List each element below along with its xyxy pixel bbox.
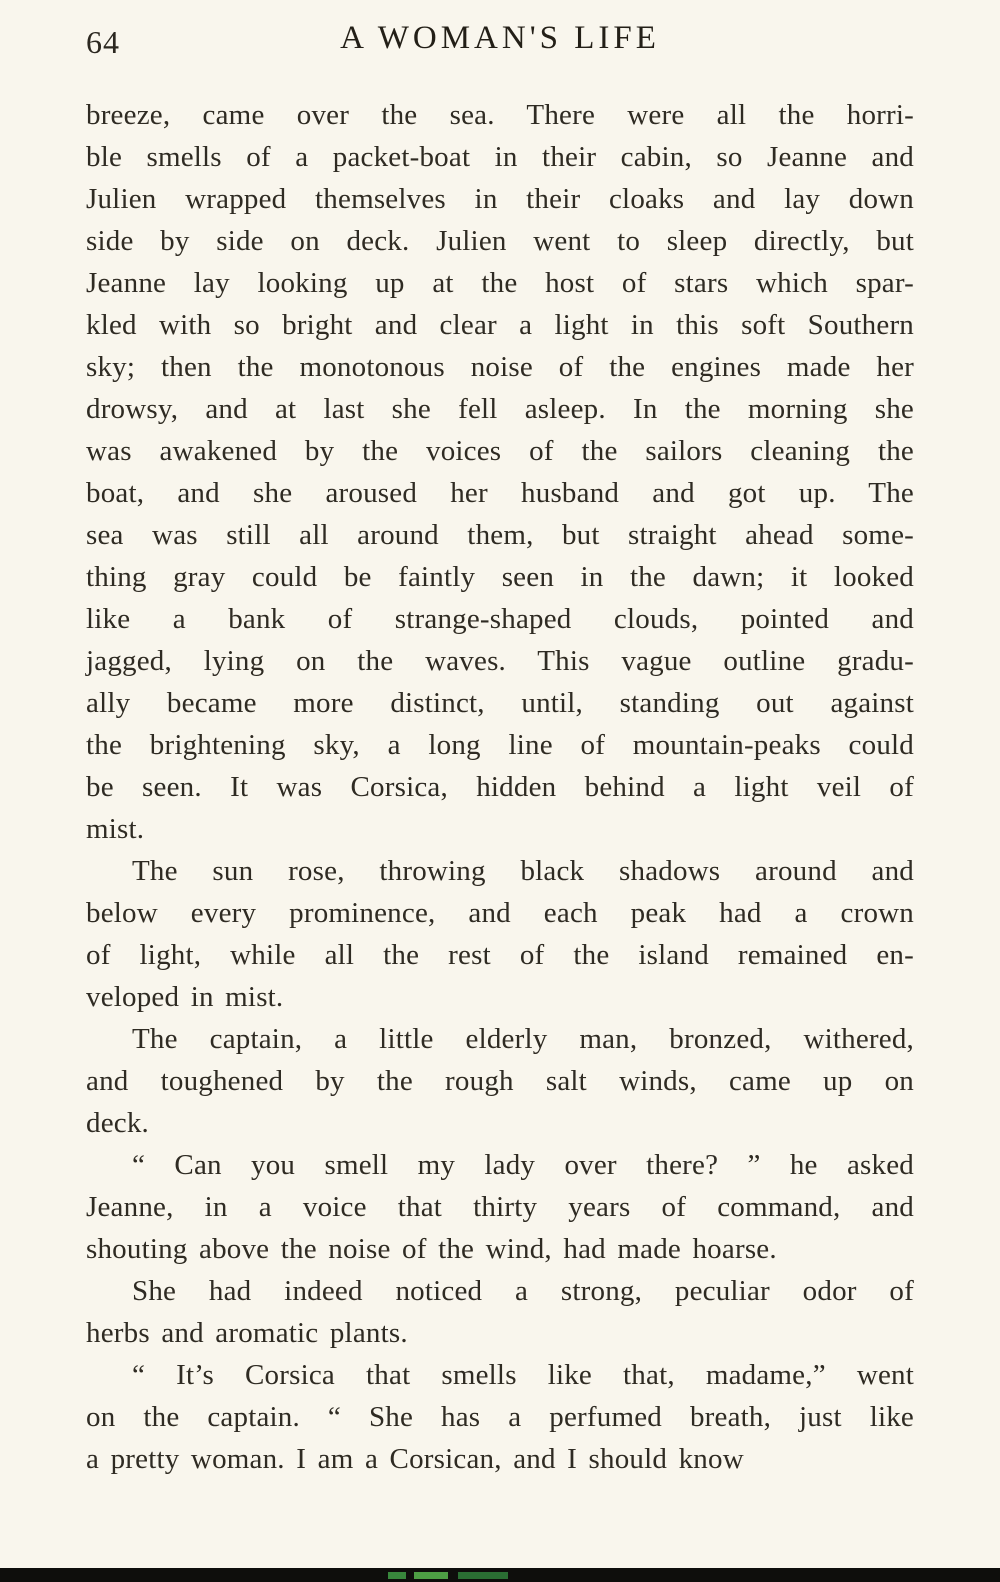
text-line: breeze, came over the sea. There were all the horri- <box>86 99 914 131</box>
paragraph <box>86 1018 914 1144</box>
text-line: jagged, lying on the waves. This vague outline gradu- <box>86 645 914 677</box>
text-line: ble smells of a packet-boat in their cabin, so Jeanne and <box>86 141 914 173</box>
text-line: herbs and aromatic plants. <box>86 1317 408 1349</box>
page-header <box>86 20 914 68</box>
text-line: and toughened by the rough salt winds, came up on <box>86 1065 914 1097</box>
text-line: a pretty woman. I am a Corsican, and I should know <box>86 1443 744 1475</box>
text-line: boat, and she aroused her husband and got up. The <box>86 477 914 509</box>
text-line: deck. <box>86 1107 149 1139</box>
text-line: on the captain. “ She has a perfumed breath, just like <box>86 1401 914 1433</box>
text-line: like a bank of strange-shaped clouds, pointed and <box>86 603 914 635</box>
text-line: be seen. It was Corsica, hidden behind a light veil of <box>86 771 914 803</box>
text-block <box>86 94 914 1480</box>
text-line: veloped in mist. <box>86 981 284 1013</box>
text-line: below every prominence, and each peak had a crown <box>86 897 914 929</box>
text-line: side by side on deck. Julien went to sleep directly, but <box>86 225 914 257</box>
text-line: “ Can you smell my lady over there? ” he asked <box>132 1149 914 1181</box>
text-line: of light, while all the rest of the island remained en- <box>86 939 914 971</box>
text-line: The sun rose, throwing black shadows around and <box>132 855 914 887</box>
text-line: the brightening sky, a long line of mountain-peaks could <box>86 729 914 761</box>
paragraph <box>86 94 914 850</box>
page-number: 64 <box>86 24 120 60</box>
scan-edge-artifact <box>0 1568 1000 1582</box>
text-line: Jeanne, in a voice that thirty years of command, and <box>86 1191 914 1223</box>
page-title: A WOMAN'S LIFE <box>340 20 660 56</box>
paragraph <box>86 1144 914 1270</box>
text-line: kled with so bright and clear a light in this soft Southern <box>86 309 914 341</box>
text-line: was awakened by the voices of the sailors cleaning the <box>86 435 914 467</box>
text-line: drowsy, and at last she fell asleep. In the morning she <box>86 393 914 425</box>
text-line: shouting above the noise of the wind, had made hoarse. <box>86 1233 777 1265</box>
paragraph <box>86 1354 914 1480</box>
text-line: ally became more distinct, until, standing out against <box>86 687 914 719</box>
text-line: Jeanne lay looking up at the host of stars which spar- <box>86 267 914 299</box>
text-line: “ It’s Corsica that smells like that, madame,” went <box>132 1359 914 1391</box>
text-line: She had indeed noticed a strong, peculiar odor of <box>132 1275 914 1307</box>
paragraph <box>86 850 914 1018</box>
paragraph <box>86 1270 914 1354</box>
text-line: The captain, a little elderly man, bronzed, withered, <box>132 1023 914 1055</box>
text-line: sky; then the monotonous noise of the engines made her <box>86 351 914 383</box>
scan-color-artifact <box>388 1572 508 1579</box>
text-line: mist. <box>86 813 145 845</box>
text-line: thing gray could be faintly seen in the dawn; it looked <box>86 561 914 593</box>
text-line: sea was still all around them, but straight ahead some- <box>86 519 914 551</box>
text-line: Julien wrapped themselves in their cloaks and lay down <box>86 183 914 215</box>
